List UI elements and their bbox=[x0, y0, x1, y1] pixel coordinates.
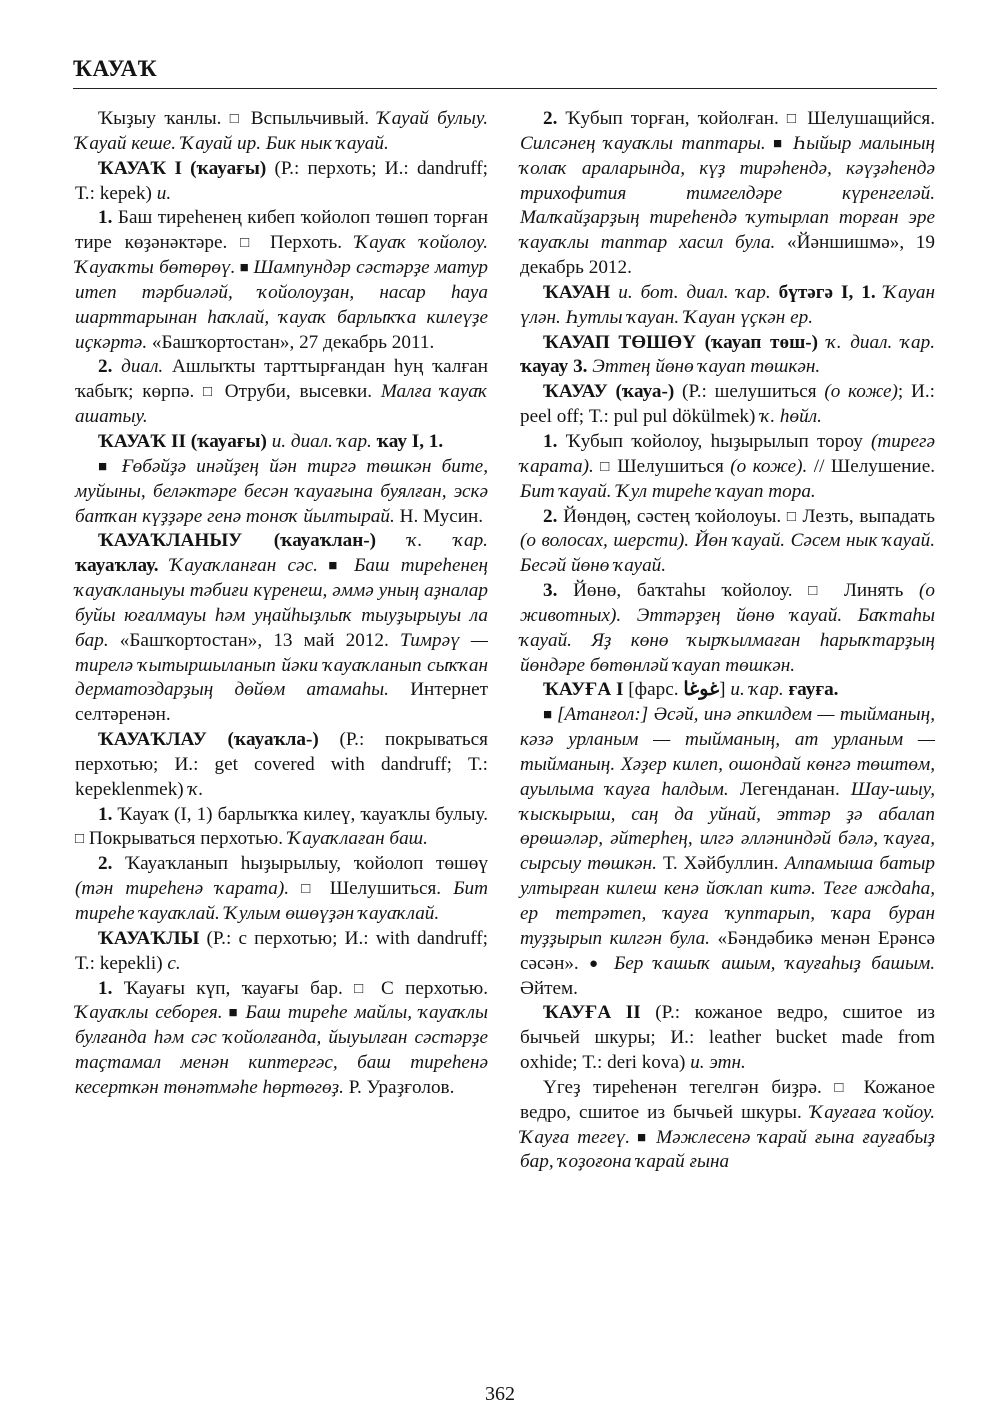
entry-text: Шелушиться bbox=[610, 455, 731, 477]
entry-text: бүтәгә I, 1. bbox=[770, 281, 876, 303]
entry-text: и. ҡар. bbox=[730, 679, 784, 701]
entry-text: 3. bbox=[543, 580, 558, 602]
entry-text bbox=[818, 332, 827, 353]
entry-paragraph bbox=[520, 107, 935, 281]
entry-text: Баш тиреһе майлы, ҡауаҡлы булғанда һәм сәс ҡойолғанда, йыуылған сәстәрҙе таҫтамал менән киптергәс, баш тиреһенә кесерткән төнәтмәһе һөртөгөҙ. bbox=[75, 1002, 488, 1098]
entry-text: с. bbox=[167, 952, 181, 974]
entry-text: ҡ. диал. ҡар. bbox=[826, 331, 936, 353]
entry-text: Ҡауай булыу. Ҡауай кеше. Ҡауай ир. Бик нык ҡауай. bbox=[75, 108, 488, 154]
entry-text bbox=[876, 282, 884, 303]
entry-text bbox=[376, 530, 407, 551]
entry-text: Мәжлесенә ҡарай ғына ғауғабыҙ бар, ҡоҙоғона ҡарай ғына bbox=[520, 1126, 935, 1173]
entry-text: Ашлыҡты тарттырғандан һуң ҡалған ҡабыҡ; көрпә. bbox=[75, 356, 488, 403]
entry-text: ҡ. bbox=[188, 778, 204, 800]
entry-text: ҡау I, 1. bbox=[371, 430, 444, 452]
entry-text: «Башҡортостан», 13 май 2012. bbox=[108, 629, 400, 651]
entry-text: Отруби, высевки. bbox=[216, 381, 381, 403]
entry-text: (Р.: перхоть; И.: dandruff; Т.: kepek) bbox=[75, 157, 488, 204]
entry-paragraph bbox=[520, 430, 935, 505]
entry-text: 1. bbox=[98, 207, 113, 229]
headword: ҠАУҒА I bbox=[543, 679, 624, 701]
entry-text: Ҡауаҡлы себорея. bbox=[75, 1002, 223, 1024]
marker-symbol: □ bbox=[786, 111, 800, 127]
marker-symbol: ■ bbox=[317, 558, 355, 575]
header-rule bbox=[73, 88, 937, 89]
entry-text: (о животных). bbox=[520, 580, 936, 626]
headword: ҠАУАП ТӨШӨҮ (ҡауап төш-) bbox=[543, 331, 819, 353]
entry-text: и. этн. bbox=[690, 1052, 746, 1074]
entry-text: Бит ҡауай. Ҡул тиреһе ҡауап тора. bbox=[520, 480, 816, 502]
entry-text: Ҡауғаға ҡойоу. Ҡауға тегеү. bbox=[520, 1101, 935, 1148]
entry-paragraph bbox=[520, 331, 935, 381]
marker-symbol: □ bbox=[203, 384, 217, 401]
marker-symbol: ■ bbox=[630, 1129, 657, 1146]
entry-text: диал. bbox=[121, 356, 164, 378]
entry-text: ҡ. ҡар. bbox=[407, 530, 488, 552]
entry-text: Эттең йөнө ҡауап төшкән. bbox=[592, 356, 821, 378]
entry-paragraph bbox=[75, 529, 488, 728]
entry-text: 1. bbox=[98, 977, 113, 999]
marker-symbol: ■ bbox=[222, 1005, 246, 1022]
headword: ҠАУАҠЛАНЫУ (ҡауаҡлан-) bbox=[98, 530, 377, 552]
marker-symbol: □ bbox=[301, 881, 318, 898]
entry-paragraph bbox=[75, 977, 488, 1101]
entry-text: (о коже). bbox=[730, 455, 808, 477]
entry-text: Шелушиться. bbox=[317, 878, 454, 900]
entry-text: Йөндөң, сәстең ҡойолоуы. bbox=[557, 505, 787, 527]
left-column bbox=[75, 107, 488, 1101]
marker-symbol: ■ bbox=[543, 707, 557, 724]
entry-text: Ҡубып торған, ҡойолған. bbox=[557, 108, 787, 129]
entry-paragraph bbox=[75, 107, 488, 157]
entry-text: Йөн ҡауай. Сәсем нык ҡауай. Бесәй йөнө ҡауай. bbox=[520, 530, 935, 577]
entry-text: Ҡауаҡ (I, 1) барлыҡҡа килеү, ҡауаҡлы булыу. bbox=[112, 803, 488, 825]
entry-text: Малға ҡауаҡ ашатыу. bbox=[75, 381, 488, 428]
entry-text: Интернет селтәренән. bbox=[75, 679, 488, 726]
entry-text: и. bbox=[156, 182, 172, 204]
marker-symbol: ● bbox=[589, 955, 604, 972]
entry-paragraph bbox=[75, 355, 488, 430]
entry-text: [Атанғол:] Әсәй, инә әпкилдем — тыйманың, кәзә урланым — тыйманың, ат урланым — тыйманың. Хәҙер килеп, ошондай көнгә төштөм, ауылыма ҡауға һалдым. bbox=[520, 704, 935, 800]
entry-text: 2. bbox=[98, 853, 113, 875]
entry-paragraph bbox=[520, 1076, 935, 1175]
entry-text: ҡ. һөйл. bbox=[760, 406, 822, 428]
entry-text: Бер ҡашыҡ ашым, ҡауғаһыҙ башым. bbox=[613, 952, 936, 974]
entry-text: Покрываться перхотью. bbox=[84, 828, 288, 850]
entry-text: (тән тиреһенә ҡарата). bbox=[75, 878, 290, 900]
entry-text: Н. Мусин. bbox=[394, 505, 484, 527]
entry-text: Тимрәү — тирелә ҡытыршыланып йәки ҡауаҡланып сыҡҡан дерматоздарҙың дөйөм атамаһы. bbox=[75, 629, 488, 701]
entry-text: Ҡауаҡланған сәс. bbox=[169, 555, 318, 577]
entry-text: Ҡауан үлән. Һутлы ҡауан. Ҡауан үҫкән ер. bbox=[520, 281, 936, 328]
entry-text: ; И.: peel off; Т.: pul pul dökülmek) bbox=[520, 381, 935, 428]
entry-paragraph bbox=[75, 927, 488, 977]
entry-text: Шампундәр сәстәрҙе матур итеп тәрбиәләй, ҡойолоуҙан, насар һауа шарттарынан һаҡлай, ҡауаҡ барлыҡҡа килеүҙе иҫкәртә. bbox=[75, 257, 489, 353]
entry-text: غوغا bbox=[683, 679, 720, 701]
entry-paragraph bbox=[75, 206, 488, 355]
entry-text: Һыйыр малының ҡолаҡ араларында, күҙ тирәһендә, кәүҙәһендә трихофития тимгелдәре күренгеләй. Малҡайҙарҙың тиреһендә ҡутырлап торған эре ҡауаҡлы таптар хасил була. bbox=[520, 132, 935, 254]
entry-text: Линять bbox=[828, 580, 920, 602]
marker-symbol: ■ bbox=[98, 458, 122, 475]
entry-text: ғауға. bbox=[783, 679, 839, 701]
marker-symbol: □ bbox=[240, 235, 258, 252]
entry-paragraph bbox=[520, 678, 935, 703]
entry-text bbox=[159, 555, 170, 576]
entry-text: [фарс. bbox=[623, 679, 684, 701]
entry-text: (Р.: с перхотью; И.: with dandruff; Т.: kepekli) bbox=[75, 927, 488, 974]
entry-text bbox=[112, 356, 121, 377]
entry-text: (Р.: шелушиться bbox=[674, 381, 825, 403]
marker-symbol: □ bbox=[229, 111, 243, 127]
entry-text: Лезть, выпадать bbox=[796, 505, 935, 527]
entry-text: Вспыльчивый. bbox=[242, 108, 378, 129]
entry-text: Р. Ураҙғолов. bbox=[343, 1076, 455, 1098]
entry-text: 2. bbox=[543, 505, 558, 527]
entry-paragraph bbox=[75, 728, 488, 803]
entry-text: и. диал. ҡар. bbox=[271, 430, 372, 452]
entry-paragraph bbox=[75, 803, 488, 853]
entry-text: (тирегә ҡарата). bbox=[520, 430, 935, 477]
marker-symbol: □ bbox=[786, 508, 797, 525]
entry-paragraph bbox=[520, 579, 935, 678]
entry-text: ] bbox=[719, 679, 731, 701]
entry-text: Силсәнең ҡауаҡлы таптары. bbox=[520, 132, 766, 154]
entry-text: Ғөбәйҙә инәйҙең йән тиргә төшкән бите, муйыны, беләктәре бесән ҡауағына буялған, эскә батҡан күҙҙәре генә тоноҡ йылтырай. bbox=[75, 455, 488, 527]
entry-text: 1. bbox=[543, 430, 558, 452]
entry-paragraph bbox=[75, 455, 488, 530]
entry-text bbox=[604, 953, 614, 974]
headword: ҠАУҒА II bbox=[543, 1002, 641, 1024]
entry-text: // Шелушение. bbox=[807, 455, 936, 477]
entry-text: Бит тиреһе ҡауаҡлай. Ҡулым өшөүҙән ҡауаҡлай. bbox=[75, 878, 489, 924]
entry-text: ҡауаҡлау. bbox=[75, 555, 159, 577]
entry-paragraph bbox=[75, 852, 488, 927]
headword: ҠАУАУ (ҡауа-) bbox=[543, 381, 675, 403]
entry-text: 2. bbox=[98, 356, 113, 378]
marker-symbol: □ bbox=[834, 1079, 852, 1096]
entry-text: Т. Хәйбуллин. bbox=[656, 853, 785, 875]
entry-text: Кожаное ведро, сшитое из бычьей шкуры. bbox=[520, 1076, 936, 1123]
entry-text: Баш тиреһенең ҡауаҡланыуы тәбиғи күренеш, әммә уның аҙналар буйы юғалмауы һәм уңайһыҙлыҡ тыуҙырыуы ла бар. bbox=[75, 555, 489, 651]
marker-symbol: □ bbox=[75, 831, 85, 848]
right-column bbox=[520, 107, 935, 1175]
entry-text: Ҡауаҡлаған баш. bbox=[287, 828, 428, 850]
marker-symbol: ■ bbox=[235, 260, 254, 277]
entry-text: «Бәндәбикә менән Ерәнсә сәсән». bbox=[520, 927, 936, 974]
entry-text: «Йәншишмә», 19 декабрь 2012. bbox=[520, 232, 935, 279]
entry-text: С перхотью. bbox=[369, 977, 488, 999]
entry-text: Шелушащийся. bbox=[799, 108, 936, 129]
entry-text: 2. bbox=[543, 108, 558, 129]
marker-symbol: □ bbox=[808, 583, 829, 600]
entry-paragraph bbox=[75, 430, 488, 455]
page-number: 362 bbox=[485, 1383, 515, 1405]
entry-text: (Р.: кожаное ведро, сшитое из бычьей шкуры; И.: leather bucket made from oxhide; Т.: deri kova) bbox=[520, 1002, 935, 1074]
entry-text bbox=[621, 605, 637, 626]
entry-text: 1. bbox=[98, 803, 113, 825]
headword: ҠАУАҠЛЫ bbox=[98, 927, 200, 949]
entry-text: Ҡауағы күп, ҡауағы бар. bbox=[112, 977, 355, 999]
marker-symbol: ■ bbox=[765, 135, 793, 152]
entry-text: Әйтем. bbox=[520, 977, 578, 999]
entry-text: Үгеҙ тиреһенән тегелгән биҙрә. bbox=[543, 1076, 835, 1098]
headword: ҠАУАҠ I (ҡауағы) bbox=[98, 157, 267, 179]
entry-text: ҡауау 3. bbox=[520, 356, 588, 378]
entry-paragraph bbox=[520, 1001, 935, 1076]
entry-text: Ҡыҙыу ҡанлы. bbox=[98, 108, 230, 129]
entry-text: Йөнө, баҡтаһы ҡойолоу. bbox=[557, 580, 809, 602]
headword: ҠАУАҠЛАУ (ҡауаҡла-) bbox=[98, 729, 319, 751]
entry-text: Баш тиреһенең кибеп ҡойолоп төшөп торған тире көҙәнәктәре. bbox=[75, 207, 488, 254]
entry-text: Ҡауаҡланып һыҙырылыу, ҡойолоп төшөү bbox=[112, 853, 488, 875]
entry-text: «Башҡортостан», 27 декабрь 2011. bbox=[147, 331, 435, 353]
entry-text: (о волосах, шерсти). bbox=[520, 530, 690, 552]
headword: ҠАУАҠ II (ҡауағы) bbox=[98, 430, 267, 452]
entry-text: Ҡубып ҡойолоу, һыҙырылып тороу bbox=[557, 430, 872, 452]
entry-text: Шау-шыу, ҡыскырыш, саң да уйнай, эттәр ҙә абалап өрөшәләр, әйтерһең, илгә әлләниндәй бәлә, ҡауға, сырсыу төшкән. bbox=[520, 778, 935, 875]
entry-paragraph bbox=[520, 281, 935, 331]
marker-symbol: □ bbox=[354, 980, 370, 997]
running-head: ҠАУАҠ bbox=[73, 56, 158, 81]
entry-paragraph bbox=[520, 703, 935, 1001]
entry-paragraph bbox=[520, 380, 935, 430]
entry-text: Алпамыша батыр ултырған килеш кенә йоҡлап китә. Теге аждаһа, ер тетрәтеп, ҡауға ҡуптарып, ҡара буран туҙҙырып килгән була. bbox=[520, 853, 936, 949]
entry-text: и. бот. диал. ҡар. bbox=[618, 281, 771, 303]
entry-text: Перхоть. bbox=[257, 232, 355, 254]
entry-paragraph bbox=[75, 157, 488, 207]
headword: ҠАУАН bbox=[543, 281, 611, 303]
entry-text: (о коже) bbox=[824, 381, 898, 403]
entry-text: Легенданан. bbox=[728, 778, 851, 800]
entry-text bbox=[289, 878, 301, 899]
entry-text: Эттәрҙең йөнө ҡауай. Баҡтаһы ҡауай. Яҙ көнө ҡырҡылмаған һарыҡтарҙың йөндәре бөтөнләй ҡауап төшкән. bbox=[520, 604, 935, 676]
marker-symbol: □ bbox=[600, 458, 611, 475]
entry-paragraph bbox=[520, 505, 935, 580]
entry-text: Ҡауаҡ ҡойолоу. Ҡауаҡты бөтөрөү. bbox=[75, 232, 489, 279]
entry-text: (Р.: покрываться перхотью; И.: get covered with dandruff; Т.: kepeklenmek) bbox=[75, 729, 489, 800]
